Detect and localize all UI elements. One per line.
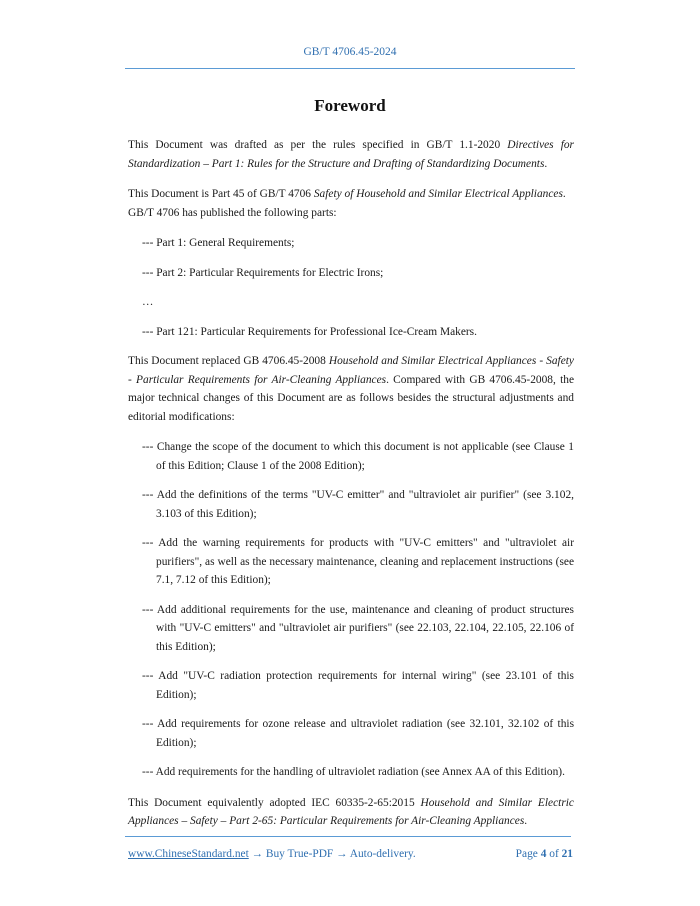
footer-divider bbox=[125, 836, 571, 837]
auto-delivery-text: Auto-delivery. bbox=[349, 848, 416, 860]
page-number: Page 4 of 21 bbox=[515, 848, 573, 860]
part-list-item: --- Part 121: Particular Requirements for Professional Ice-Cream Makers. bbox=[142, 325, 477, 338]
part-list-item: --- Part 1: General Requirements; bbox=[142, 237, 295, 249]
change-list-item: --- Add "UV-C radiation protection requirements for internal wiring" (see 23.101 of this Edition); bbox=[142, 670, 574, 701]
change-list-item: --- Add requirements for the handling of ultraviolet radiation (see Annex AA of this Edition). bbox=[142, 766, 565, 778]
part-list-item: --- Part 2: Particular Requirements for Electric Irons; bbox=[142, 266, 384, 279]
page-title: Foreword bbox=[314, 96, 386, 115]
change-list-item: --- Add additional requirements for the use, maintenance and cleaning of product structures with "UV-C emitters" and "ultraviolet air purifiers" (see 22.103, 22.104, 22.105, 22.106 of this Edition); bbox=[142, 603, 574, 653]
document-body bbox=[128, 136, 574, 831]
change-list-item: --- Add the warning requirements for products with "UV-C emitters" and "ultraviolet air purifiers", as well as the necessary maintenance, cleaning and replacement instructions (see 7.1, 7.12 of this Edition); bbox=[142, 537, 574, 586]
current-page: 4 bbox=[540, 848, 547, 860]
arrow-right-icon: → bbox=[248, 848, 266, 860]
change-list-item: --- Add requirements for ozone release and ultraviolet radiation (see 32.101, 32.102 of this Edition); bbox=[142, 718, 574, 749]
paragraph-part-series: This Document is Part 45 of GB/T 4706 Safety of Household and Similar Electrical Appliances. GB/T 4706 has published the following parts: bbox=[128, 188, 566, 219]
change-list-item: --- Add the definitions of the terms "UV-C emitter" and "ultraviolet air purifier" (see 3.102, 3.103 of this Edition); bbox=[142, 489, 574, 520]
total-pages: 21 bbox=[561, 848, 573, 860]
paragraph-drafting-rules: This Document was drafted as per the rules specified in GB/T 1.1-2020 Directives for Standardization – Part 1: Rules for the Structure and Drafting of Standardizing Documents. bbox=[128, 139, 574, 170]
paragraph-replacement: This Document replaced GB 4706.45-2008 Household and Similar Electrical Appliances - Safety - Particular Requirements for Air-Cleaning Appliances. Compared with GB 4706.45-2008, the major technical changes of this Document are as follows besides the structural adjustments and editorial modifications: bbox=[128, 355, 575, 423]
website-link[interactable]: www.ChineseStandard.net bbox=[128, 848, 249, 860]
part-list-ellipsis: … bbox=[142, 296, 154, 308]
header-divider bbox=[125, 68, 575, 69]
change-list-item: --- Change the scope of the document to which this document is not applicable (see Clause 1 of this Edition; Clause 1 of the 2008 Edition); bbox=[142, 441, 574, 472]
paragraph-iec-adoption: This Document equivalently adopted IEC 60335-2-65:2015 Household and Similar Electric Appliances – Safety – Part 2-65: Particular Requirements for Air-Cleaning Appliances. bbox=[128, 796, 574, 827]
buy-pdf-text: Buy True-PDF bbox=[265, 848, 334, 860]
arrow-right-icon: → bbox=[333, 848, 350, 860]
footer-promo bbox=[128, 848, 416, 860]
running-header: GB/T 4706.45-2024 bbox=[303, 46, 397, 58]
